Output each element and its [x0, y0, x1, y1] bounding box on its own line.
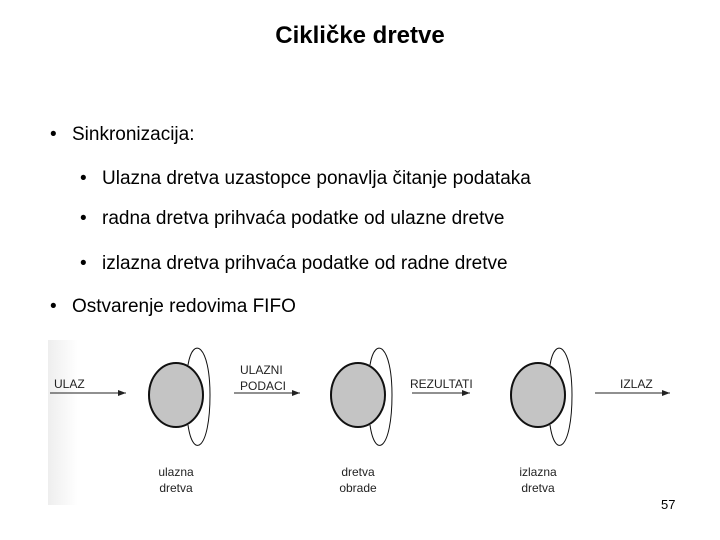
label-line: izlazna [519, 465, 557, 479]
sub-bullet: • izlazna dretva prihvaća podatke od radne dretve [102, 253, 508, 275]
cyclic-threads-diagram [48, 340, 680, 505]
label-izlazna-dretva [510, 464, 566, 496]
label-ulaz: ULAZ [54, 377, 85, 391]
bullet-fifo: • Ostvarenje redovima FIFO [72, 296, 296, 318]
label-line: dretva [341, 465, 375, 479]
label-rezultati: REZULTATI [410, 377, 473, 391]
sub-bullet: • Ulazna dretva uzastopce ponavlja čitanje podataka [102, 168, 531, 190]
label-dretva-obrade [330, 464, 386, 496]
label-line: dretva [159, 481, 193, 495]
label-ulazni-podaci [240, 362, 286, 394]
bullet-sinkronizacija: • Sinkronizacija: [72, 124, 195, 146]
label-podaci: PODACI [240, 379, 287, 393]
label-ulazna-dretva [148, 464, 204, 496]
thread-izlazna [511, 348, 572, 445]
label-line: dretva [521, 481, 555, 495]
slide-title: Cikličke dretve [275, 22, 445, 49]
label-ulazni: ULAZNI [240, 363, 283, 377]
sub-bullet: • radna dretva prihvaća podatke od ulazne dretve [102, 208, 504, 230]
thread-obrade [331, 348, 392, 445]
page-number: 57 [661, 497, 676, 512]
label-izlaz: IZLAZ [620, 377, 653, 391]
label-line: obrade [339, 481, 377, 495]
label-line: ulazna [158, 465, 194, 479]
thread-ulazna [149, 348, 210, 445]
